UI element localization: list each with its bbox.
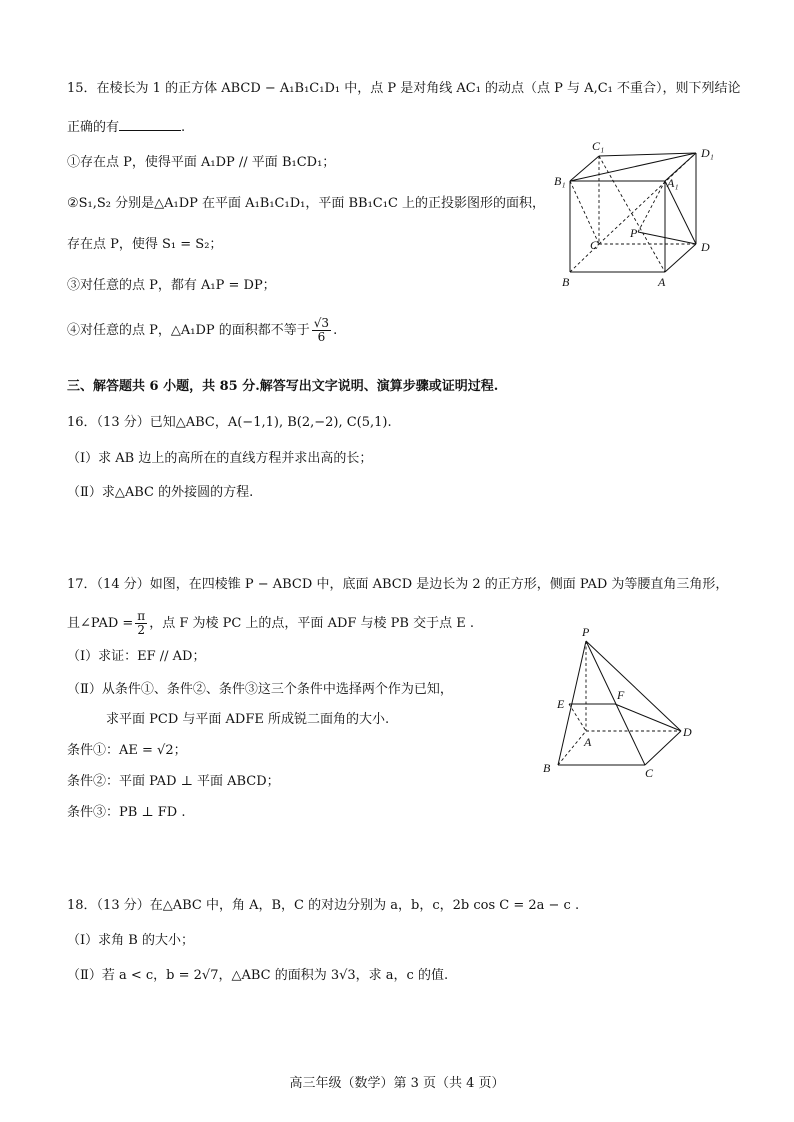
- label-A: A: [658, 275, 666, 289]
- q15-stem-end: .: [181, 120, 186, 135]
- q15-answer-blank[interactable]: [119, 118, 181, 131]
- q15-stem-line2: [67, 118, 185, 137]
- label-C: C: [590, 238, 599, 252]
- cube-figure: [550, 135, 730, 295]
- diag-A1D: [665, 181, 696, 244]
- q17-condition-3: 条件③：PB ⊥ FD .: [67, 805, 186, 820]
- q17-angle-text: 且∠PAD =: [67, 616, 134, 631]
- label-D1: D₁: [701, 146, 714, 160]
- diag-B1C-hidden: [570, 181, 599, 244]
- q16-part-1: （Ⅰ）求 AB 边上的高所在的直线方程并求出高的长；: [67, 451, 373, 466]
- fraction-denominator: 6: [317, 330, 326, 344]
- q18-part-1: （Ⅰ）求角 B 的大小；: [67, 933, 194, 948]
- q17-stem-line2: [67, 610, 474, 637]
- fraction-sqrt3-over-6: [312, 317, 331, 344]
- q17-condition-1: 条件①：AE = √2；: [67, 743, 187, 758]
- fraction-denominator: 2: [137, 623, 146, 637]
- edge-C1D1: [599, 153, 696, 156]
- edge-AD: [665, 244, 696, 272]
- q17-part-2: （Ⅱ）从条件①、条件②、条件③这三个条件中选择两个作为已知，: [67, 682, 453, 697]
- q18-stem: 18．（13 分）在△ABC 中，角 A，B，C 的对边分别为 a，b，c，2b cos C = 2a − c .: [67, 898, 580, 913]
- diag-C1A-hidden: [599, 156, 665, 272]
- fraction-pi-over-2: [135, 610, 147, 637]
- q15-option-4-text: ④对任意的点 P，△A₁DP 的面积都不等于: [67, 323, 310, 338]
- label-C1: C₁: [592, 139, 605, 153]
- label-D: D: [701, 240, 710, 254]
- q15-stem-line1: 15．在棱长为 1 的正方体 ABCD − A₁B₁C₁D₁ 中，点 P 是对角线 AC₁ 的动点（点 P 与 A,C₁ 不重合），则下列结论: [67, 81, 741, 96]
- q16-part-2: （Ⅱ）求△ABC 的外接圆的方程.: [67, 485, 254, 500]
- section-heading: 三、解答题共 6 小题，共 85 分.解答写出文字说明、演算步骤或证明过程.: [67, 379, 499, 394]
- edge-CD: [645, 731, 681, 765]
- label-E: E: [557, 697, 565, 711]
- q15-option-2-cont: 存在点 P，使得 S₁ = S₂；: [67, 237, 223, 252]
- q15-option-4: [67, 317, 337, 344]
- q15-option-4-end: .: [333, 323, 338, 338]
- q18-part-2: （Ⅱ）若 a < c，b = 2√7，△ABC 的面积为 3√3，求 a，c 的值.: [67, 968, 449, 983]
- q15-option-2: ②S₁,S₂ 分别是△A₁DP 在平面 A₁B₁C₁D₁，平面 BB₁C₁C 上的正投影图形的面积，: [67, 196, 546, 211]
- label-F: F: [617, 688, 625, 702]
- seg-FD: [615, 704, 681, 731]
- label-B: B: [543, 761, 551, 775]
- q17-condition-2: 条件②：平面 PAD ⊥ 平面 ABCD；: [67, 774, 280, 789]
- edge-PD: [586, 641, 681, 731]
- edge-PC: [586, 641, 645, 765]
- label-A1: A₁: [667, 176, 679, 190]
- fraction-numerator: √3: [313, 316, 330, 330]
- seg-PD: [638, 232, 696, 244]
- q15-stem-text: 正确的有: [67, 120, 120, 135]
- seg-EA-hidden: [569, 704, 586, 731]
- label-C: C: [645, 766, 654, 780]
- q16-stem: 16．（13 分）已知△ABC，A(−1,1), B(2,−2), C(5,1).: [67, 415, 392, 430]
- label-P: P: [630, 226, 638, 240]
- edge-B1C1: [570, 156, 599, 181]
- label-A: A: [584, 735, 592, 749]
- label-B: B: [562, 275, 570, 289]
- q17-stem-rest: ，点 F 为棱 PC 上的点，平面 ADF 与棱 PB 交于点 E .: [149, 616, 474, 631]
- q17-part-2-cont: 求平面 PCD 与平面 ADFE 所成锐二面角的大小.: [106, 712, 390, 727]
- q17-part-1: （Ⅰ）求证：EF // AD；: [67, 649, 206, 664]
- label-P: P: [582, 625, 590, 639]
- seg-A1P-hidden: [638, 181, 665, 232]
- fraction-numerator: π: [137, 609, 146, 623]
- label-B1: B₁: [554, 174, 566, 188]
- q17-stem-line1: 17．（14 分）如图，在四棱锥 P − ABCD 中，底面 ABCD 是边长为 2 的正方形，侧面 PAD 为等腰直角三角形，: [67, 577, 729, 592]
- pyramid-figure: [535, 622, 715, 782]
- q15-option-1: ①存在点 P，使得平面 A₁DP // 平面 B₁CD₁；: [67, 155, 336, 170]
- label-D: D: [683, 725, 692, 739]
- page-footer: 高三年级（数学）第 3 页（共 4 页）: [289, 1076, 505, 1091]
- q15-option-3: ③对任意的点 P，都有 A₁P = DP；: [67, 278, 276, 293]
